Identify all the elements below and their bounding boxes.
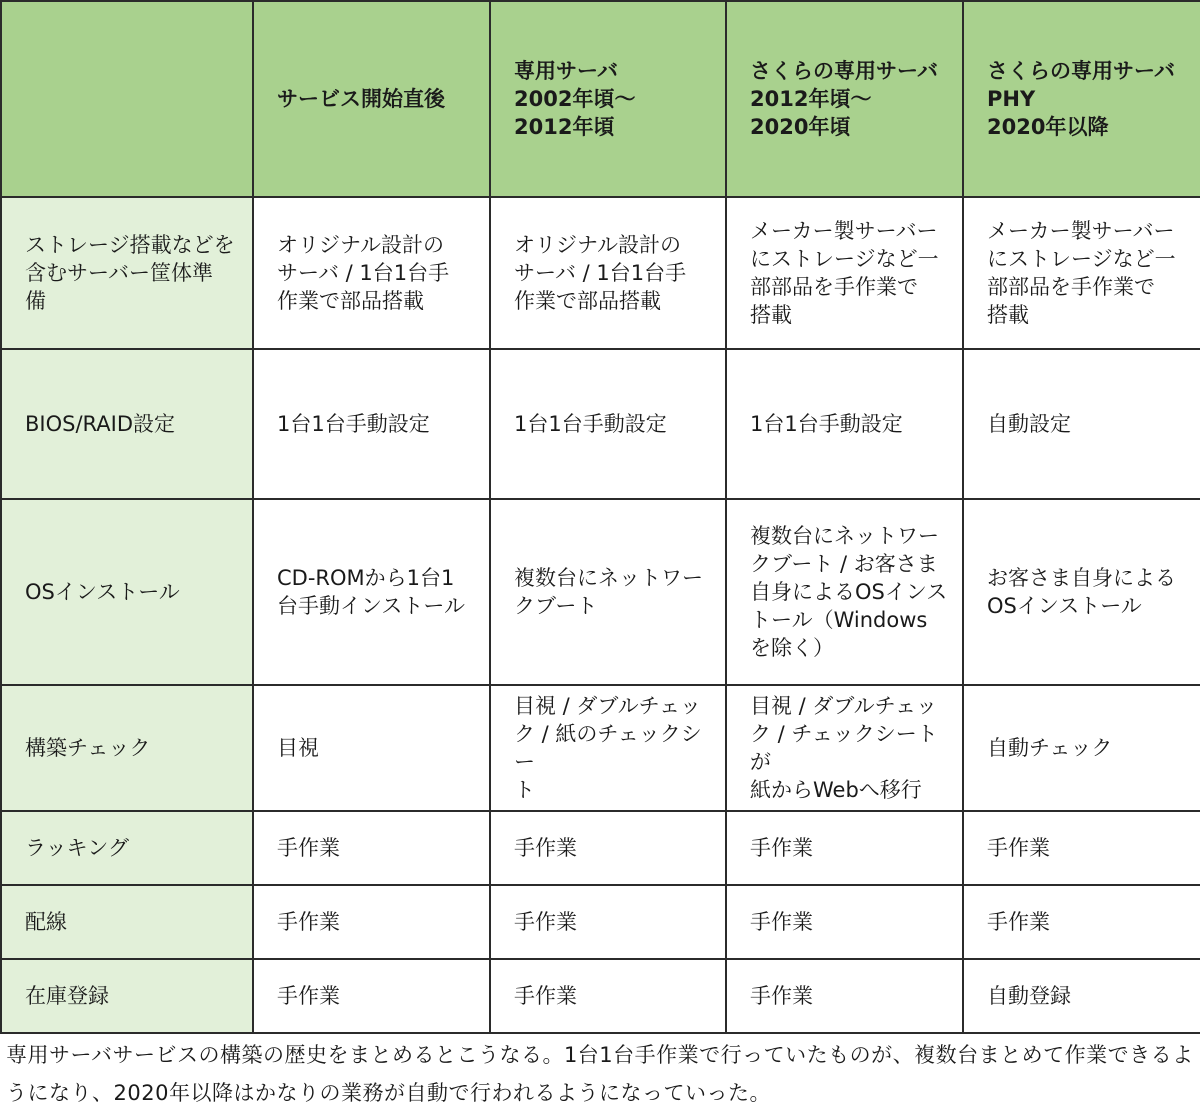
table-cell: 手作業 (253, 811, 490, 885)
header-row (1, 1, 1200, 197)
row-label: OSインストール (1, 499, 253, 685)
table-row (1, 885, 1200, 959)
table-cell: 手作業 (726, 811, 963, 885)
table-cell: 自動チェック (963, 685, 1200, 811)
row-label: 構築チェック (1, 685, 253, 811)
table-cell: 手作業 (490, 811, 726, 885)
table-cell: メーカー製サーバー にストレージなど一 部部品を手作業で 搭載 (726, 197, 963, 349)
row-label: 在庫登録 (1, 959, 253, 1033)
table-cell: お客さま自身による OSインストール (963, 499, 1200, 685)
table-cell: 自動登録 (963, 959, 1200, 1033)
table-cell: CD-ROMから1台1 台手動インストール (253, 499, 490, 685)
header-service-start: サービス開始直後 (253, 1, 490, 197)
table-cell: 手作業 (963, 885, 1200, 959)
table-cell: 手作業 (490, 885, 726, 959)
row-label: 配線 (1, 885, 253, 959)
table-cell: 手作業 (253, 959, 490, 1033)
table-cell: 目視 / ダブルチェッ ク / チェックシートが 紙からWebへ移行 (726, 685, 963, 811)
table-cell: 複数台にネットワー クブート (490, 499, 726, 685)
table-cell: 1台1台手動設定 (726, 349, 963, 499)
table-cell: 複数台にネットワー クブート / お客さま 自身によるOSインス トール（Windows を除く） (726, 499, 963, 685)
table-cell: 目視 / ダブルチェッ ク / 紙のチェックシー ト (490, 685, 726, 811)
table-row (1, 685, 1200, 811)
row-label: ストレージ搭載などを 含むサーバー筐体準 備 (1, 197, 253, 349)
header-sakura-2012-2020: さくらの専用サーバ 2012年頃〜 2020年頃 (726, 1, 963, 197)
table-cell: オリジナル設計の サーバ / 1台1台手 作業で部品搭載 (253, 197, 490, 349)
table-row (1, 959, 1200, 1033)
table-cell: 手作業 (726, 959, 963, 1033)
row-label: BIOS/RAID設定 (1, 349, 253, 499)
table-row (1, 197, 1200, 349)
table-row (1, 349, 1200, 499)
table-row (1, 811, 1200, 885)
table-cell: メーカー製サーバー にストレージなど一 部部品を手作業で 搭載 (963, 197, 1200, 349)
table-cell: 1台1台手動設定 (490, 349, 726, 499)
table-row (1, 499, 1200, 685)
table-cell: 手作業 (726, 885, 963, 959)
header-corner (1, 1, 253, 197)
table-cell: 手作業 (253, 885, 490, 959)
table-cell: 手作業 (963, 811, 1200, 885)
figure-caption: 専用サーバサービスの構築の歴史をまとめるとこうなる。1台1台手作業で行っていたものが、複数台まとめて作業できるようになり、2020年以降はかなりの業務が自動で行われるようになっていった。 (6, 1043, 1194, 1105)
header-dedicated-2002-2012: 専用サーバ 2002年頃〜 2012年頃 (490, 1, 726, 197)
table-cell: 目視 (253, 685, 490, 811)
header-sakura-phy-2020: さくらの専用サーバ PHY 2020年以降 (963, 1, 1200, 197)
table-cell: オリジナル設計の サーバ / 1台1台手 作業で部品搭載 (490, 197, 726, 349)
row-label: ラッキング (1, 811, 253, 885)
table-cell: 手作業 (490, 959, 726, 1033)
table-cell: 1台1台手動設定 (253, 349, 490, 499)
table-cell: 自動設定 (963, 349, 1200, 499)
